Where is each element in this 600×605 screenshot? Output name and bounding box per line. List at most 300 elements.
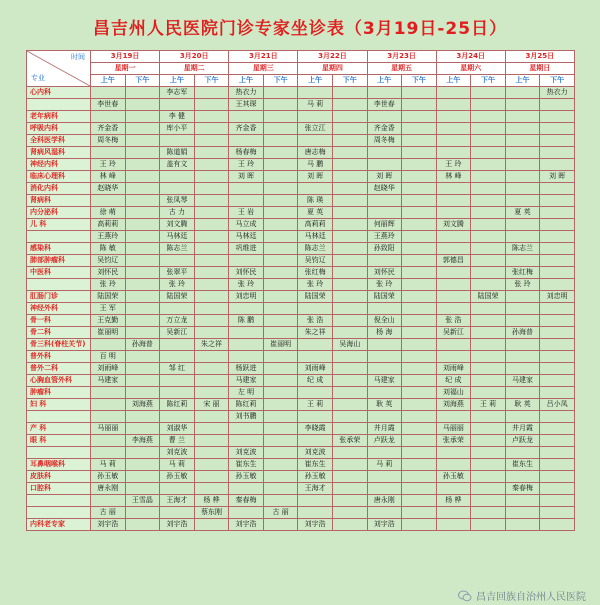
doctor-cell: 万立龙 [160,315,195,327]
doctor-cell: 王海才 [298,483,333,495]
doctor-cell: 马建家 [505,375,540,387]
doctor-cell: 纪 成 [436,375,471,387]
doctor-cell: 孙玉敏 [298,471,333,483]
department-cell: 神经外科 [27,303,91,315]
doctor-cell: 热衣力 [229,87,264,99]
doctor-cell: 李世春 [91,99,126,111]
date-header: 3月22日 [298,51,367,63]
doctor-cell [402,195,437,207]
doctor-cell [367,207,402,219]
doctor-cell: 崔丽明 [91,327,126,339]
doctor-cell [471,171,506,183]
doctor-cell [125,219,160,231]
department-cell: 临床心理科 [27,171,91,183]
doctor-cell [263,267,298,279]
doctor-cell [436,195,471,207]
doctor-cell [505,147,540,159]
doctor-cell: 井月霞 [367,423,402,435]
doctor-cell [263,459,298,471]
doctor-cell [367,507,402,519]
doctor-cell [505,303,540,315]
doctor-cell [436,483,471,495]
doctor-cell [505,339,540,351]
weekday-header: 星期二 [160,63,229,75]
doctor-cell: 井月霞 [505,423,540,435]
doctor-cell: 张红梅 [505,267,540,279]
doctor-cell [125,411,160,423]
doctor-cell: 张 玲 [91,279,126,291]
doctor-cell [436,351,471,363]
doctor-cell [125,207,160,219]
doctor-cell [402,231,437,243]
weekday-header: 星期六 [436,63,505,75]
doctor-cell [505,255,540,267]
doctor-cell [436,87,471,99]
doctor-cell: 张红梅 [298,267,333,279]
doctor-cell [160,303,195,315]
doctor-cell: 陈志兰 [298,243,333,255]
doctor-cell [332,171,367,183]
department-cell: 心内科 [27,87,91,99]
doctor-cell [332,207,367,219]
schedule-row [27,459,575,471]
doctor-cell: 马建家 [229,375,264,387]
doctor-cell: 陆国荣 [160,291,195,303]
doctor-cell [540,183,575,195]
doctor-cell [298,435,333,447]
schedule-row [27,171,575,183]
footer-watermark [458,588,586,603]
doctor-cell [263,99,298,111]
doctor-cell [125,195,160,207]
doctor-cell [505,99,540,111]
doctor-cell [194,375,229,387]
doctor-cell [298,111,333,123]
doctor-cell [367,111,402,123]
doctor-cell: 李志军 [160,87,195,99]
doctor-cell [471,231,506,243]
doctor-cell [402,387,437,399]
am-header: 上午 [505,75,540,87]
doctor-cell [91,87,126,99]
doctor-cell: 邹 红 [160,363,195,375]
schedule-row [27,291,575,303]
doctor-cell: 李晓霞 [298,423,333,435]
doctor-cell: 朱之祥 [194,339,229,351]
doctor-cell: 刘忠明 [229,291,264,303]
doctor-cell [160,135,195,147]
doctor-cell [436,447,471,459]
doctor-cell [263,183,298,195]
doctor-cell [402,87,437,99]
corner-time-label: 时间 [71,53,85,61]
doctor-cell [298,87,333,99]
doctor-cell [263,327,298,339]
doctor-cell [194,183,229,195]
doctor-cell [160,351,195,363]
doctor-cell: 孙玉敏 [229,471,264,483]
doctor-cell [505,123,540,135]
schedule-row [27,195,575,207]
doctor-cell: 张 玲 [229,279,264,291]
doctor-cell: 陆国荣 [471,291,506,303]
doctor-cell [505,495,540,507]
date-header: 3月23日 [367,51,436,63]
doctor-cell: 李海燕 [125,435,160,447]
doctor-cell [367,351,402,363]
department-cell [27,99,91,111]
doctor-cell [367,387,402,399]
department-cell: 骨三科(脊柱关节) [27,339,91,351]
doctor-cell [263,471,298,483]
doctor-cell [402,267,437,279]
doctor-cell: 陆国荣 [91,291,126,303]
doctor-cell [91,387,126,399]
doctor-cell: 张 玲 [160,279,195,291]
doctor-cell [402,183,437,195]
doctor-cell [194,87,229,99]
doctor-cell: 杨春梅 [229,147,264,159]
pm-header: 下午 [125,75,160,87]
doctor-cell [402,327,437,339]
department-cell: 骨一科 [27,315,91,327]
doctor-cell: 马 鹏 [298,159,333,171]
doctor-cell [402,135,437,147]
doctor-cell [263,147,298,159]
doctor-cell: 张 浩 [298,315,333,327]
doctor-cell [540,483,575,495]
doctor-cell [402,435,437,447]
doctor-cell [471,279,506,291]
schedule-row [27,495,575,507]
doctor-cell: 李世春 [367,99,402,111]
doctor-cell [125,231,160,243]
doctor-cell [436,147,471,159]
doctor-cell [402,411,437,423]
doctor-cell [160,339,195,351]
doctor-cell: 杨 桦 [436,495,471,507]
department-cell [27,495,91,507]
doctor-cell [540,351,575,363]
doctor-cell [194,483,229,495]
doctor-cell [263,243,298,255]
doctor-cell: 陈 鹏 [229,315,264,327]
doctor-cell [125,327,160,339]
doctor-cell [263,423,298,435]
doctor-cell: 百 明 [91,351,126,363]
doctor-cell: 吴新江 [436,327,471,339]
doctor-cell [471,207,506,219]
doctor-cell [402,255,437,267]
doctor-cell [332,315,367,327]
doctor-cell: 唐永刚 [91,483,126,495]
doctor-cell [125,267,160,279]
doctor-cell [332,327,367,339]
doctor-cell [160,507,195,519]
doctor-cell: 刘克波 [298,447,333,459]
department-cell: 消化内科 [27,183,91,195]
schedule-row [27,207,575,219]
doctor-cell [402,207,437,219]
doctor-cell [125,171,160,183]
doctor-cell: 杨 海 [367,327,402,339]
department-cell: 骨二科 [27,327,91,339]
doctor-cell [540,111,575,123]
doctor-cell [436,303,471,315]
header-corner [27,51,91,87]
department-cell [27,279,91,291]
department-cell: 产 科 [27,423,91,435]
doctor-cell [91,435,126,447]
doctor-cell [263,303,298,315]
doctor-cell [471,147,506,159]
doctor-cell: 张承荣 [332,435,367,447]
doctor-cell [540,411,575,423]
doctor-cell [160,99,195,111]
am-header: 上午 [160,75,195,87]
doctor-cell [298,351,333,363]
doctor-cell [332,147,367,159]
doctor-cell [332,375,367,387]
doctor-cell: 马建家 [91,375,126,387]
doctor-cell: 马林廷 [160,231,195,243]
schedule-row [27,303,575,315]
weekday-header: 星期五 [367,63,436,75]
doctor-cell [505,519,540,531]
doctor-cell [402,459,437,471]
doctor-cell [298,339,333,351]
schedule-row [27,507,575,519]
doctor-cell [298,507,333,519]
doctor-cell [505,219,540,231]
doctor-cell [332,231,367,243]
doctor-cell [505,447,540,459]
doctor-cell [194,135,229,147]
doctor-cell [505,111,540,123]
doctor-cell [332,459,367,471]
date-header: 3月25日 [505,51,574,63]
doctor-cell [471,327,506,339]
department-cell: 肺部肿瘤科 [27,255,91,267]
doctor-cell [402,495,437,507]
schedule-table [26,50,575,531]
doctor-cell [367,87,402,99]
doctor-cell [367,147,402,159]
doctor-cell [402,351,437,363]
doctor-cell: 王 军 [91,303,126,315]
doctor-cell [194,447,229,459]
doctor-cell [194,279,229,291]
doctor-cell: 马林廷 [229,231,264,243]
doctor-cell [194,195,229,207]
department-cell: 耳鼻咽喉科 [27,459,91,471]
department-cell [27,447,91,459]
doctor-cell: 郭德昌 [436,255,471,267]
doctor-cell: 唐志梅 [298,147,333,159]
doctor-cell: 古 丽 [91,507,126,519]
doctor-cell: 纪 成 [298,375,333,387]
doctor-cell [332,255,367,267]
doctor-cell [229,195,264,207]
doctor-cell [160,183,195,195]
doctor-cell: 刘宇浩 [367,519,402,531]
doctor-cell [471,255,506,267]
doctor-cell [367,363,402,375]
doctor-cell [540,315,575,327]
doctor-cell: 林 峰 [91,171,126,183]
doctor-cell [263,399,298,411]
doctor-cell [160,483,195,495]
doctor-cell [436,519,471,531]
doctor-cell [540,507,575,519]
doctor-cell [125,483,160,495]
doctor-cell [332,387,367,399]
doctor-cell: 赵晓华 [91,183,126,195]
pm-header: 下午 [540,75,575,87]
doctor-cell [332,447,367,459]
doctor-cell [332,279,367,291]
doctor-cell: 高莉莉 [298,219,333,231]
doctor-cell: 孙海普 [505,327,540,339]
doctor-cell [505,471,540,483]
doctor-cell: 马林廷 [298,231,333,243]
doctor-cell [471,423,506,435]
doctor-cell [471,183,506,195]
doctor-cell [194,423,229,435]
department-cell: 内科老专家 [27,519,91,531]
doctor-cell [540,231,575,243]
doctor-cell [471,159,506,171]
date-header: 3月19日 [91,51,160,63]
schedule-row [27,87,575,99]
doctor-cell [263,375,298,387]
doctor-cell [402,519,437,531]
doctor-cell: 高莉莉 [91,219,126,231]
doctor-cell [436,243,471,255]
doctor-cell [125,183,160,195]
doctor-cell [194,123,229,135]
doctor-cell [332,423,367,435]
doctor-cell: 马立成 [229,219,264,231]
doctor-cell [194,291,229,303]
doctor-cell [263,171,298,183]
doctor-cell: 崔东生 [229,459,264,471]
schedule-row [27,159,575,171]
doctor-cell [402,279,437,291]
doctor-cell [402,291,437,303]
doctor-cell: 崔东生 [505,459,540,471]
doctor-cell [194,351,229,363]
doctor-cell [91,495,126,507]
doctor-cell [505,87,540,99]
doctor-cell: 刘怀民 [91,267,126,279]
schedule-row [27,231,575,243]
doctor-cell [229,507,264,519]
doctor-cell [505,363,540,375]
pm-header: 下午 [402,75,437,87]
doctor-cell [540,267,575,279]
doctor-cell [402,147,437,159]
doctor-cell: 王克勤 [91,315,126,327]
doctor-cell [229,255,264,267]
doctor-cell: 陈志兰 [505,243,540,255]
doctor-cell: 吴钧辽 [91,255,126,267]
doctor-cell: 朱之祥 [298,327,333,339]
doctor-cell [402,423,437,435]
doctor-cell [332,519,367,531]
doctor-cell [332,195,367,207]
doctor-cell [332,411,367,423]
doctor-cell [505,387,540,399]
doctor-cell [540,387,575,399]
doctor-cell [125,471,160,483]
schedule-row [27,363,575,375]
am-header: 上午 [229,75,264,87]
doctor-cell [540,447,575,459]
doctor-cell [436,279,471,291]
doctor-cell [263,279,298,291]
doctor-cell: 孙玉敏 [91,471,126,483]
doctor-cell: 王 玲 [91,159,126,171]
doctor-cell [367,471,402,483]
doctor-cell [471,111,506,123]
doctor-cell [436,291,471,303]
department-cell: 肛肠门诊 [27,291,91,303]
doctor-cell [194,411,229,423]
doctor-cell [540,279,575,291]
doctor-cell: 刘文腾 [160,219,195,231]
schedule-row [27,387,575,399]
schedule-row [27,519,575,531]
doctor-cell: 刘宇浩 [229,519,264,531]
doctor-cell [540,159,575,171]
doctor-cell [471,219,506,231]
doctor-cell: 唐永刚 [367,495,402,507]
doctor-cell: 巩维进 [229,243,264,255]
doctor-cell: 刘克波 [160,447,195,459]
doctor-cell [471,87,506,99]
department-cell: 普外二科 [27,363,91,375]
doctor-cell: 陈红莉 [229,399,264,411]
doctor-cell [160,171,195,183]
doctor-cell: 秦春梅 [229,495,264,507]
doctor-cell [194,363,229,375]
doctor-cell [436,123,471,135]
doctor-cell [402,399,437,411]
schedule-row [27,111,575,123]
doctor-cell: 马丽丽 [91,423,126,435]
doctor-cell [263,159,298,171]
doctor-cell: 刘宇浩 [91,519,126,531]
doctor-cell [125,303,160,315]
doctor-cell: 陆国荣 [298,291,333,303]
doctor-cell: 马 莉 [367,459,402,471]
doctor-cell [367,447,402,459]
schedule-row [27,267,575,279]
doctor-cell [332,399,367,411]
doctor-cell [471,495,506,507]
doctor-cell [263,483,298,495]
am-header: 上午 [91,75,126,87]
doctor-cell [194,219,229,231]
doctor-cell [194,435,229,447]
doctor-cell [332,111,367,123]
doctor-cell [540,471,575,483]
doctor-cell [436,339,471,351]
doctor-cell [263,315,298,327]
doctor-cell [471,339,506,351]
doctor-cell: 夏 英 [298,207,333,219]
